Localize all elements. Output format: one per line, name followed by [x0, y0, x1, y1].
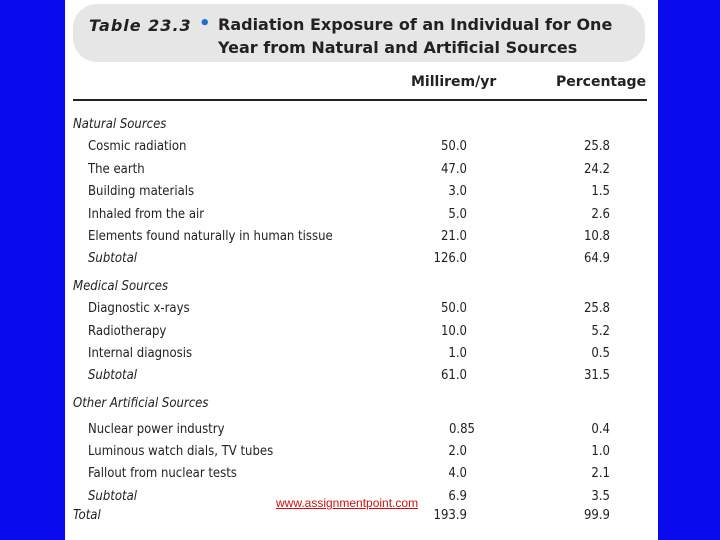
row-percentage: 1.5: [591, 184, 610, 199]
total-millirem: 193.9: [433, 508, 467, 523]
row-percentage: 25.8: [583, 139, 610, 154]
column-header-millirem: Millirem/yr: [411, 74, 497, 90]
row-label: Cosmic radiation: [88, 139, 187, 154]
row-millirem: 5.0: [448, 207, 467, 222]
table-row: [65, 182, 658, 202]
row-millirem: 1.0: [448, 346, 467, 361]
row-millirem: 47.0: [440, 162, 467, 177]
subtotal-percentage: 3.5: [591, 489, 610, 504]
subtotal-row: [65, 366, 658, 386]
section-heading: Medical Sources: [73, 279, 169, 294]
table-row: [65, 299, 658, 319]
total-label: Total: [73, 508, 101, 523]
row-label: Inhaled from the air: [88, 207, 205, 222]
row-millirem: 50.0: [440, 139, 467, 154]
subtotal-millirem: 6.9: [448, 489, 467, 504]
table-row: [65, 205, 658, 225]
row-percentage: 1.0: [591, 444, 610, 459]
row-millirem: 2.0: [448, 444, 467, 459]
row-millirem: 3.0: [448, 184, 467, 199]
table-title: Radiation Exposure of an Individual for One Year from Natural and Artificial Sources: [218, 15, 613, 57]
table-title-bar: [73, 4, 645, 62]
subtotal-label: Subtotal: [88, 251, 138, 266]
row-percentage: 5.2: [591, 324, 610, 339]
row-percentage: 24.2: [583, 162, 610, 177]
table-row: [65, 227, 658, 247]
row-label: Radiotherapy: [88, 324, 167, 339]
total-percentage: 99.9: [583, 508, 610, 523]
table-row: [65, 464, 658, 484]
subtotal-percentage: 31.5: [583, 368, 610, 383]
table-row: [65, 322, 658, 342]
row-label: Internal diagnosis: [88, 346, 193, 361]
subtotal-millirem: 126.0: [433, 251, 467, 266]
row-millirem: 0.85: [448, 422, 475, 437]
row-percentage: 25.8: [583, 301, 610, 316]
row-percentage: 0.4: [591, 422, 610, 437]
watermark-link[interactable]: www.assignmentpoint.com: [276, 496, 419, 510]
slide: [65, 0, 658, 540]
row-millirem: 4.0: [448, 466, 467, 481]
table-row: [65, 137, 658, 157]
row-label: Nuclear power industry: [88, 422, 225, 437]
row-percentage: 10.8: [583, 229, 610, 244]
table-row: [65, 442, 658, 462]
row-label: The earth: [88, 162, 145, 177]
table-row: [65, 420, 658, 440]
row-label: Diagnostic x-rays: [88, 301, 190, 316]
row-percentage: 2.1: [591, 466, 610, 481]
row-label: Fallout from nuclear tests: [88, 466, 237, 481]
subtotal-label: Subtotal: [88, 368, 138, 383]
subtotal-label: Subtotal: [88, 489, 138, 504]
table-row: [65, 344, 658, 364]
section-heading-row: [65, 277, 658, 297]
section-heading-row: [65, 115, 658, 135]
subtotal-percentage: 64.9: [583, 251, 610, 266]
subtotal-row: [65, 249, 658, 269]
section-heading: Other Artificial Sources: [73, 396, 209, 411]
column-header-percentage: Percentage: [556, 74, 647, 90]
table-number: Table 23.3: [89, 16, 192, 35]
row-label: Building materials: [88, 184, 195, 199]
row-percentage: 0.5: [591, 346, 610, 361]
row-label: Luminous watch dials, TV tubes: [88, 444, 274, 459]
row-millirem: 10.0: [440, 324, 467, 339]
row-percentage: 2.6: [591, 207, 610, 222]
row-label: Elements found naturally in human tissue: [88, 229, 333, 244]
header-rule: [73, 99, 647, 101]
subtotal-millirem: 61.0: [440, 368, 467, 383]
row-millirem: 50.0: [440, 301, 467, 316]
table-row: [65, 160, 658, 180]
row-millirem: 21.0: [440, 229, 467, 244]
section-heading: Natural Sources: [73, 117, 167, 132]
bullet-icon: •: [199, 13, 211, 34]
section-heading-row: [65, 394, 658, 414]
